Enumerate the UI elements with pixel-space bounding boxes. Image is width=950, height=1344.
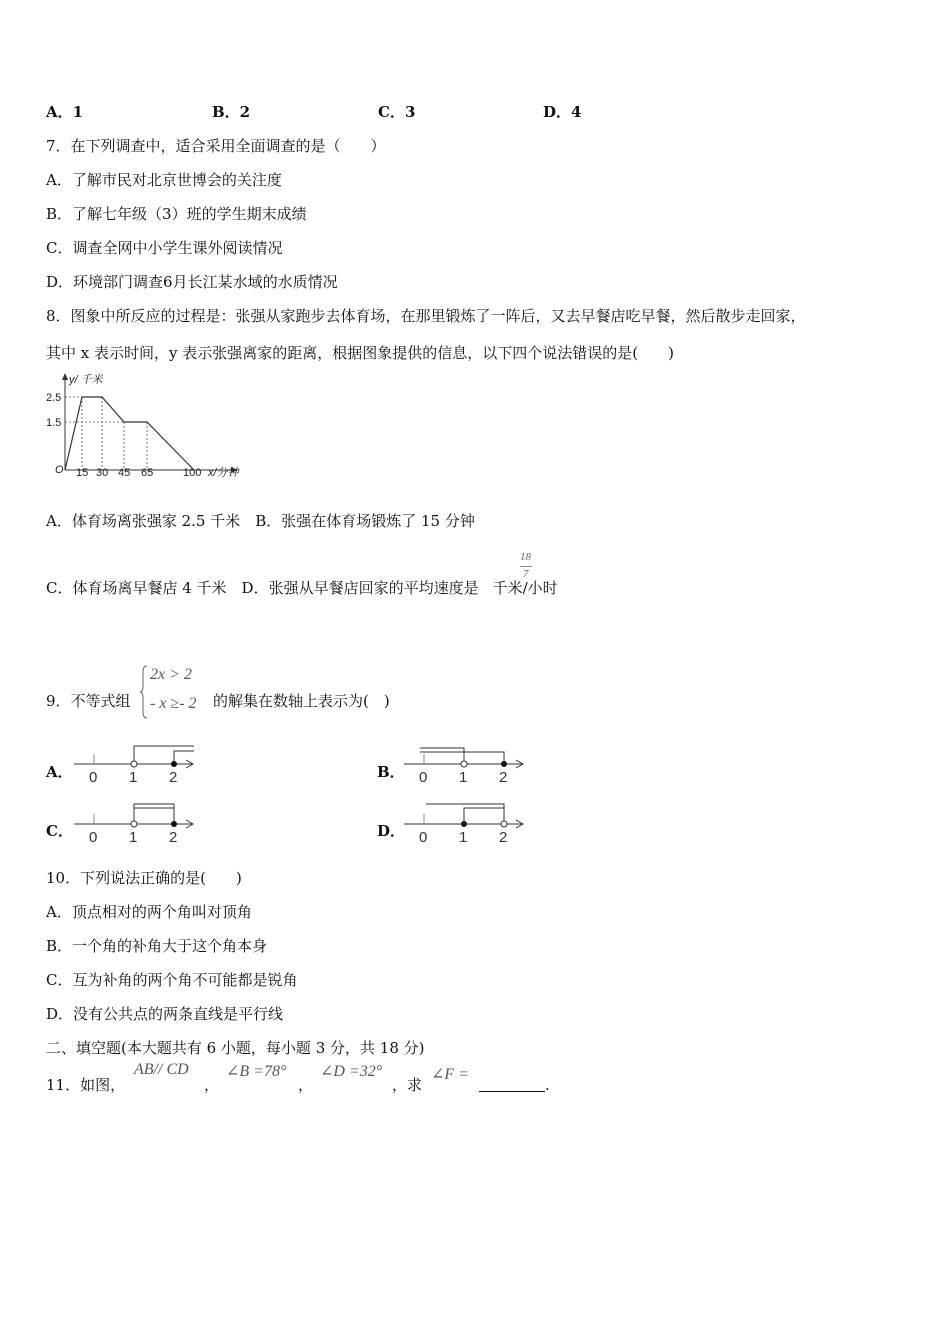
q8-option-cd-post: 千米/小时	[492, 579, 558, 597]
q7-option-c: C．调查全网中小学生课外阅读情况	[46, 239, 283, 257]
q11-math-angle-b: ∠B =78°	[226, 1063, 287, 1080]
q8-stem-line1: 8．图象中所反应的过程是：张强从家跑步去体育场，在那里锻炼了一阵后，又去早餐店吃早餐，然后散步走回家，	[46, 307, 806, 325]
q8-y-axis-label: y/ 千米	[69, 374, 103, 386]
q8-fraction-denominator: 7	[523, 568, 529, 580]
q6-option-d: D．4	[543, 103, 582, 121]
q9-brace	[139, 664, 149, 720]
q8-stem-line2: 其中 x 表示时间，y 表示张强离家的距离，根据图象提供的信息，以下四个说法错误的是( )	[46, 344, 674, 362]
q8-origin-label: O	[55, 464, 64, 476]
q6-option-b: B．2	[212, 103, 251, 121]
q11-math-angle-d: ∠D =32°	[320, 1063, 383, 1080]
q9-option-b-label: B．	[377, 763, 405, 781]
tick-2: 2	[169, 769, 178, 786]
q6-option-c: C．3	[378, 103, 416, 121]
q10-option-c: C．互为补角的两个角不可能都是锐角	[46, 971, 298, 989]
tick-2: 2	[169, 829, 178, 846]
q10-option-b: B．一个角的补角大于这个角本身	[46, 937, 268, 955]
q8-graph-line	[65, 397, 194, 470]
q10-option-a: A．顶点相对的两个角叫对顶角	[46, 903, 252, 921]
q11-answer-blank[interactable]	[479, 1075, 550, 1095]
tick-1: 1	[459, 769, 468, 786]
q8-x-tick-65: 65	[141, 467, 154, 479]
q7-option-a: A．了解市民对北京世博会的关注度	[46, 171, 282, 189]
q7-option-b: B．了解七年级（3）班的学生期末成绩	[46, 205, 307, 223]
q9-option-b-number-line	[402, 740, 532, 788]
q11-ask: ，求	[392, 1076, 423, 1094]
q8-option-cd-pre: C．体育场离早餐店 4 千米 D．张强从早餐店回家的平均速度是	[46, 579, 479, 597]
q8-x-tick-45: 45	[118, 467, 131, 479]
tick-0: 0	[419, 769, 428, 786]
q11-math-parallel: AB// CD	[134, 1061, 189, 1078]
q9-suffix: 的解集在数轴上表示为( )	[213, 692, 390, 710]
q8-y-tick-1-5: 1.5	[46, 417, 62, 429]
tick-0: 0	[419, 829, 428, 846]
tick-0: 0	[89, 829, 98, 846]
q7-stem: 7．在下列调查中，适合采用全面调查的是（ ）	[46, 137, 386, 155]
q9-option-d-label: D．	[377, 822, 406, 840]
q8-x-tick-30: 30	[96, 467, 109, 479]
q9-option-c-number-line	[72, 800, 202, 848]
tick-2: 2	[499, 829, 508, 846]
q10-stem: 10．下列说法正确的是( )	[46, 869, 242, 887]
tick-1: 1	[459, 829, 468, 846]
tick-1: 1	[129, 769, 138, 786]
tick-0: 0	[89, 769, 98, 786]
q11-comma-2: ，	[298, 1076, 314, 1094]
q6-option-a: A．1	[46, 103, 84, 121]
q11-prefix: 11．如图，	[46, 1076, 126, 1094]
q9-system-line2: - x ≥- 2	[150, 695, 197, 712]
q8-option-ab: A．体育场离张强家 2.5 千米 B．张强在体育场锻炼了 15 分钟	[46, 512, 475, 530]
q8-distance-time-graph	[40, 370, 255, 482]
q8-x-axis-label: x/分钟	[208, 467, 239, 479]
q8-x-tick-100: 100	[183, 467, 202, 479]
q11-math-angle-f: ∠F =	[431, 1066, 469, 1083]
q9-option-a-number-line	[72, 740, 202, 788]
q11-end-period: .	[545, 1076, 550, 1094]
tick-2: 2	[499, 769, 508, 786]
q10-option-d: D．没有公共点的两条直线是平行线	[46, 1005, 284, 1023]
q9-system-line1: 2x > 2	[150, 666, 192, 683]
q9-prefix: 9．不等式组	[46, 692, 131, 710]
q8-x-tick-15: 15	[76, 467, 89, 479]
q9-option-c-label: C．	[46, 822, 73, 840]
q9-option-a-label: A．	[46, 763, 73, 781]
q8-fraction-numerator: 18	[520, 551, 531, 563]
tick-1: 1	[129, 829, 138, 846]
q7-option-d: D．环境部门调查6月长江某水域的水质情况	[46, 273, 338, 291]
section-heading: 二、填空题(本大题共有 6 小题，每小题 3 分，共 18 分)	[46, 1039, 425, 1057]
q8-option-cd	[46, 578, 558, 598]
q9-option-d-number-line	[402, 800, 532, 848]
q8-fraction-bar	[520, 566, 532, 567]
q8-y-tick-2-5: 2.5	[46, 392, 62, 404]
q11-comma-1: ，	[204, 1076, 220, 1094]
